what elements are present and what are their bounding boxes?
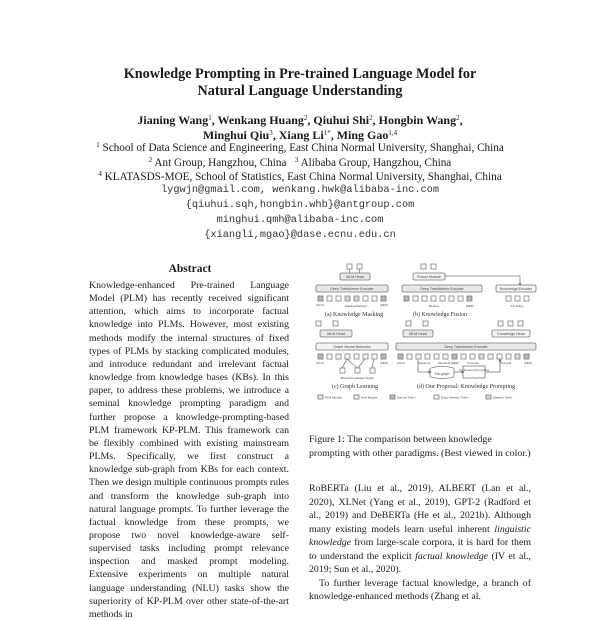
abstract-heading: Abstract	[168, 263, 212, 275]
affiliation: $^1$ School of Data Science and Engineering, East China Normal University, Shanghai, China	[96, 141, 504, 154]
svg-text:Deep Transformer Encoder: Deep Transformer Encoder	[444, 345, 488, 349]
figure-legend	[318, 395, 513, 400]
author: Wenkang Huang	[217, 113, 304, 127]
author: Xiang Li	[278, 128, 324, 142]
svg-text:Prompt1: Prompt1	[467, 361, 479, 365]
svg-text:Knowledge Head: Knowledge Head	[497, 332, 525, 336]
svg-text:Deep Transformer Encoder: Deep Transformer Encoder	[330, 287, 374, 291]
svg-text:Graph Neural Networks: Graph Neural Networks	[333, 345, 371, 349]
svg-text:(d) Our Proposal: Knowledge Pr: (d) Our Proposal: Knowledge Prompting	[417, 384, 515, 390]
title-line-1: Knowledge Prompting in Pre-trained Language Model for	[123, 66, 477, 82]
svg-text:MLM Head: MLM Head	[409, 332, 427, 336]
svg-text:Deep Transformer Encoder: Deep Transformer Encoder	[420, 287, 464, 291]
email-line: {xiangli,mgao}@dase.ecnu.edu.cn	[204, 229, 396, 241]
paragraph: To further leverage factual knowledge, a branch of knowledge-enhanced methods (Zhang et al.	[309, 577, 531, 602]
svg-text:Prompt2: Prompt2	[500, 361, 512, 365]
email-line: {qiuhui.sqh,hongbin.whb}@antgroup.com	[185, 199, 415, 211]
svg-text:[SEP]: [SEP]	[380, 303, 388, 307]
svg-text:Fusion Module: Fusion Module	[417, 275, 441, 279]
svg-text:[SEP]: [SEP]	[380, 361, 388, 365]
email-list	[0, 183, 600, 243]
svg-text:Masked Token: Masked Token	[493, 395, 513, 400]
panel-d	[396, 321, 536, 390]
author: Qiuhui Shi	[313, 113, 370, 127]
svg-text:MLM Head: MLM Head	[327, 332, 345, 336]
svg-text:[SEP]: [SEP]	[466, 304, 474, 308]
panel-b	[402, 264, 536, 318]
svg-text:[SEP]: [SEP]	[524, 361, 532, 365]
abstract-body	[89, 279, 289, 621]
figure-diagram	[310, 262, 540, 432]
svg-text:(b) Knowledge Fusion: (b) Knowledge Fusion	[413, 312, 467, 318]
svg-text:[CLS]: [CLS]	[397, 361, 405, 365]
paragraph: RoBERTa (Liu et al., 2019), ALBERT (Lan et al., 2020), XLNet (Yang et al., 2019), GPT-2 (Radford et al., 2019) and DeBERTa (He et al., 2021b). Although many existing models learn useful inherent linguistic knowledge from large-scale corpora, it is hard for them to understand the explicit factual knowledge (IV et al., 2019; Sun et al., 2020).	[309, 483, 532, 575]
svg-text:New Module: New Module	[361, 395, 378, 400]
author: Hongbin Wang	[378, 113, 457, 127]
svg-text:Sub-graph: Sub-graph	[434, 372, 450, 376]
svg-text:MLM Head: MLM Head	[346, 275, 364, 279]
affiliations	[0, 141, 600, 185]
panel-c	[316, 321, 388, 390]
abstract-text: Knowledge-enhanced Pre-trained Language Model (PLM) has recently received significant attention, which aims to incorporate factual knowledge into PLMs. However, most existing methods modify the internal structures of fixed types of PLMs by stacking complicated modules, and introduce redundant and irrelevant factual knowledge from knowledge bases (KBs). In this paper, to address these problems, we introduce a seminal knowledge prompting paradigm and further propose a knowledge-prompting-based PLM framework KP-PLM. This framework can be flexibly combined with existing mainstream PLMs. Specifically, we first construct a knowledge sub-graph from KBs for each context. Then we design multiple continuous prompts rules and transform the knowledge sub-graph into natural language prompts. To further leverage the factual knowledge from these prompts, we propose two novel knowledge-aware self-supervised tasks including prompt relevance inspection and masked prompt modeling. Extensive experiments on multiple natural language understanding (NLU) tasks show the superiority of KP-PLM over other state-of-the-art methods in	[89, 280, 289, 620]
svg-text:Mixed Knowledge Graph: Mixed Knowledge Graph	[340, 376, 374, 380]
author: Minghui Qiu	[202, 128, 270, 142]
svg-text:[CLS]: [CLS]	[316, 361, 324, 365]
panel-a	[316, 264, 388, 318]
title-line-2: Natural Language Understanding	[197, 83, 403, 99]
affiliation: $^2$ Ant Group, Hangzhou, China $^3$ Alibaba Group, Hangzhou, China	[148, 155, 452, 169]
svg-text:(a) Knowledge Masking: (a) Knowledge Masking	[324, 312, 384, 318]
svg-text:Knowledge Encoder: Knowledge Encoder	[499, 287, 533, 291]
svg-text:Continuous Prompting: Continuous Prompting	[459, 368, 489, 372]
svg-text:Mention2 [SEP]: Mention2 [SEP]	[438, 361, 459, 365]
author: Ming Gao	[336, 128, 389, 142]
svg-text:PLM Module: PLM Module	[325, 395, 342, 400]
svg-text:Entity Mention Token: Entity Mention Token	[441, 395, 469, 400]
svg-text:(c) Graph Learning: (c) Graph Learning	[331, 384, 379, 390]
affiliation: $^4$ KLATASDS-MOE, School of Statistics, East China Normal University, Shanghai, China	[98, 170, 502, 183]
figure-caption: Figure 1: The comparison between knowledge prompting with other paradigms. (Best viewed in color.)	[309, 434, 531, 459]
svg-text:KG Entity: KG Entity	[510, 304, 524, 308]
svg-text:Special Token: Special Token	[397, 395, 416, 400]
figure-1	[310, 262, 540, 432]
email-line: lygwjn@gmail.com, wenkang.hwk@alibaba-inc.com	[160, 184, 440, 196]
svg-text:Mention1: Mention1	[418, 361, 431, 365]
author-list: Jianing Wang$^1$, Wenkang Huang$^2$, Qiuhui Shi$^2$, Hongbin Wang$^2$, Minghui Qiu$^3$, Xiang $Li^{1*}$, Ming Gao$^{1,4}$	[137, 113, 463, 142]
paper-title	[0, 66, 600, 100]
right-column-text	[309, 482, 531, 604]
email-line: minghui.qmh@alibaba-inc.com	[216, 214, 384, 226]
svg-text:[CLS]: [CLS]	[316, 303, 324, 307]
svg-text:Masked Mention: Masked Mention	[344, 304, 368, 308]
author: Jianing Wang	[137, 113, 209, 127]
svg-text:Mention: Mention	[428, 304, 440, 308]
